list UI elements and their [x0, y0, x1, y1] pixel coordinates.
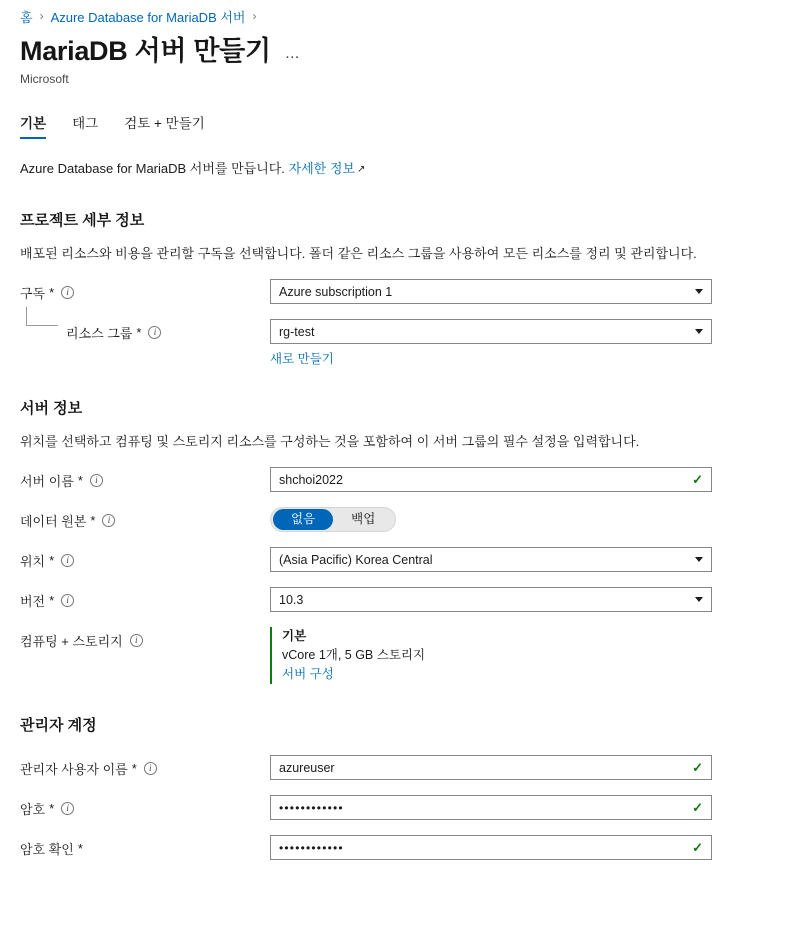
label-password-text: 암호	[20, 802, 46, 817]
publisher-label: Microsoft	[20, 72, 69, 86]
valid-check-icon: ✓	[692, 840, 703, 855]
subscription-dropdown[interactable]	[270, 279, 712, 304]
compute-tier-label: 기본	[282, 629, 307, 643]
label-admin-username	[20, 755, 270, 778]
field-compute-storage	[270, 627, 712, 684]
field-row-version	[20, 587, 776, 612]
field-row-data-source	[20, 507, 776, 532]
required-marker: *	[49, 285, 55, 300]
required-marker: *	[90, 513, 96, 528]
chevron-down-icon	[695, 289, 703, 294]
chevron-down-icon	[695, 329, 703, 334]
label-server-name	[20, 467, 270, 490]
admin-username-input[interactable]	[270, 755, 712, 780]
label-confirm-password-text: 암호 확인	[20, 842, 74, 857]
field-resource-group	[270, 319, 712, 367]
data-source-toggle	[270, 507, 396, 532]
external-link-icon: ↗	[356, 164, 366, 175]
page-title: MariaDB 서버 만들기	[20, 36, 271, 66]
info-icon[interactable]: i	[144, 762, 157, 775]
confirm-password-value: ••••••••••••	[279, 840, 344, 855]
required-marker: *	[77, 841, 83, 856]
version-dropdown[interactable]	[270, 587, 712, 612]
field-row-location	[20, 547, 776, 572]
tab-review-create[interactable]: 검토 + 만들기	[124, 116, 205, 131]
label-admin-username-text: 관리자 사용자 이름	[20, 762, 128, 777]
data-source-option-none[interactable]: 없음	[273, 509, 333, 530]
info-icon[interactable]: i	[61, 802, 74, 815]
field-location	[270, 547, 712, 572]
label-server-name-text: 서버 이름	[20, 474, 74, 489]
required-marker: *	[77, 473, 83, 488]
version-value: 10.3	[279, 592, 304, 607]
section-description-server: 위치를 선택하고 컴퓨팅 및 스토리지 리소스를 구성하는 것을 포함하여 이 서버 그룹의 필수 설정을 입력합니다.	[20, 434, 640, 449]
info-icon[interactable]: i	[148, 326, 161, 339]
indent-bracket-icon	[26, 307, 58, 326]
tab-basics[interactable]: 기본	[20, 112, 46, 139]
server-name-value: shchoi2022	[279, 472, 343, 487]
breadcrumb-item-home[interactable]: 홈	[20, 9, 33, 25]
field-confirm-password	[270, 835, 712, 860]
info-icon[interactable]: i	[61, 594, 74, 607]
label-data-source-text: 데이터 원본	[20, 514, 87, 529]
info-icon[interactable]: i	[130, 634, 143, 647]
confirm-password-input[interactable]	[270, 835, 712, 860]
label-version-text: 버전	[20, 594, 46, 609]
configure-server-link[interactable]: 서버 구성	[282, 667, 334, 681]
section-title-admin: 관리자 계정	[20, 717, 97, 734]
label-data-source	[20, 507, 270, 530]
breadcrumb	[20, 0, 776, 26]
info-icon[interactable]: i	[90, 474, 103, 487]
intro-text	[20, 159, 776, 179]
data-source-option-backup[interactable]: 백업	[351, 512, 376, 526]
chevron-down-icon	[695, 557, 703, 562]
compute-details-label: vCore 1개, 5 GB 스토리지	[282, 648, 426, 662]
required-marker: *	[49, 801, 55, 816]
section-title-server: 서버 정보	[20, 400, 83, 417]
label-location	[20, 547, 270, 570]
tab-list	[20, 112, 776, 139]
field-row-admin-username	[20, 755, 776, 780]
more-options-button[interactable]: …	[284, 45, 301, 62]
resource-group-dropdown[interactable]	[270, 319, 712, 344]
required-marker: *	[49, 593, 55, 608]
label-compute-storage	[20, 627, 270, 650]
tab-tags[interactable]: 태그	[72, 116, 99, 131]
label-password	[20, 795, 270, 818]
field-row-subscription	[20, 279, 776, 304]
chevron-down-icon	[695, 597, 703, 602]
label-compute-storage-text: 컴퓨팅 + 스토리지	[20, 634, 123, 649]
field-row-password	[20, 795, 776, 820]
info-icon[interactable]: i	[102, 514, 115, 527]
valid-check-icon: ✓	[692, 760, 703, 775]
valid-check-icon: ✓	[692, 800, 703, 815]
password-input[interactable]	[270, 795, 712, 820]
learn-more-link[interactable]: 자세한 정보	[288, 161, 355, 176]
field-admin-username	[270, 755, 712, 780]
intro-description: Azure Database for MariaDB 서버를 만듭니다.	[20, 161, 285, 176]
title-row	[20, 34, 776, 68]
field-subscription	[270, 279, 712, 304]
password-value: ••••••••••••	[279, 800, 344, 815]
section-description-project: 배포된 리소스와 비용을 관리할 구독을 선택합니다. 폴더 같은 리소스 그룹을 사용하여 모든 리소스를 정리 및 관리합니다.	[20, 246, 697, 261]
subscription-value: Azure subscription 1	[279, 284, 393, 299]
field-row-server-name	[20, 467, 776, 492]
admin-username-value: azureuser	[279, 760, 335, 775]
breadcrumb-separator: ›	[39, 9, 44, 23]
create-new-resource-group-link[interactable]: 새로 만들기	[270, 352, 334, 366]
location-value: (Asia Pacific) Korea Central	[279, 552, 433, 567]
field-password	[270, 795, 712, 820]
info-icon[interactable]: i	[61, 286, 74, 299]
field-data-source	[270, 507, 712, 532]
breadcrumb-item-mariadb-servers[interactable]: Azure Database for MariaDB 서버	[50, 9, 246, 25]
label-location-text: 위치	[20, 554, 46, 569]
field-row-confirm-password	[20, 835, 776, 860]
field-server-name	[270, 467, 712, 492]
label-resource-group-text: 리소스 그룹	[66, 326, 133, 341]
info-icon[interactable]: i	[61, 554, 74, 567]
required-marker: *	[136, 325, 142, 340]
label-subscription	[20, 279, 270, 302]
label-subscription-text: 구독	[20, 286, 46, 301]
field-version	[270, 587, 712, 612]
location-dropdown[interactable]	[270, 547, 712, 572]
field-row-resource-group	[20, 319, 776, 367]
resource-group-value: rg-test	[279, 324, 315, 339]
label-resource-group	[20, 319, 270, 342]
valid-check-icon: ✓	[692, 472, 703, 487]
breadcrumb-separator-2: ›	[252, 9, 257, 23]
server-name-input[interactable]	[270, 467, 712, 492]
label-confirm-password	[20, 835, 270, 858]
required-marker: *	[131, 761, 137, 776]
compute-storage-summary	[270, 627, 712, 684]
label-version	[20, 587, 270, 610]
section-title-project: 프로젝트 세부 정보	[20, 212, 145, 229]
required-marker: *	[49, 553, 55, 568]
field-row-compute-storage	[20, 627, 776, 684]
